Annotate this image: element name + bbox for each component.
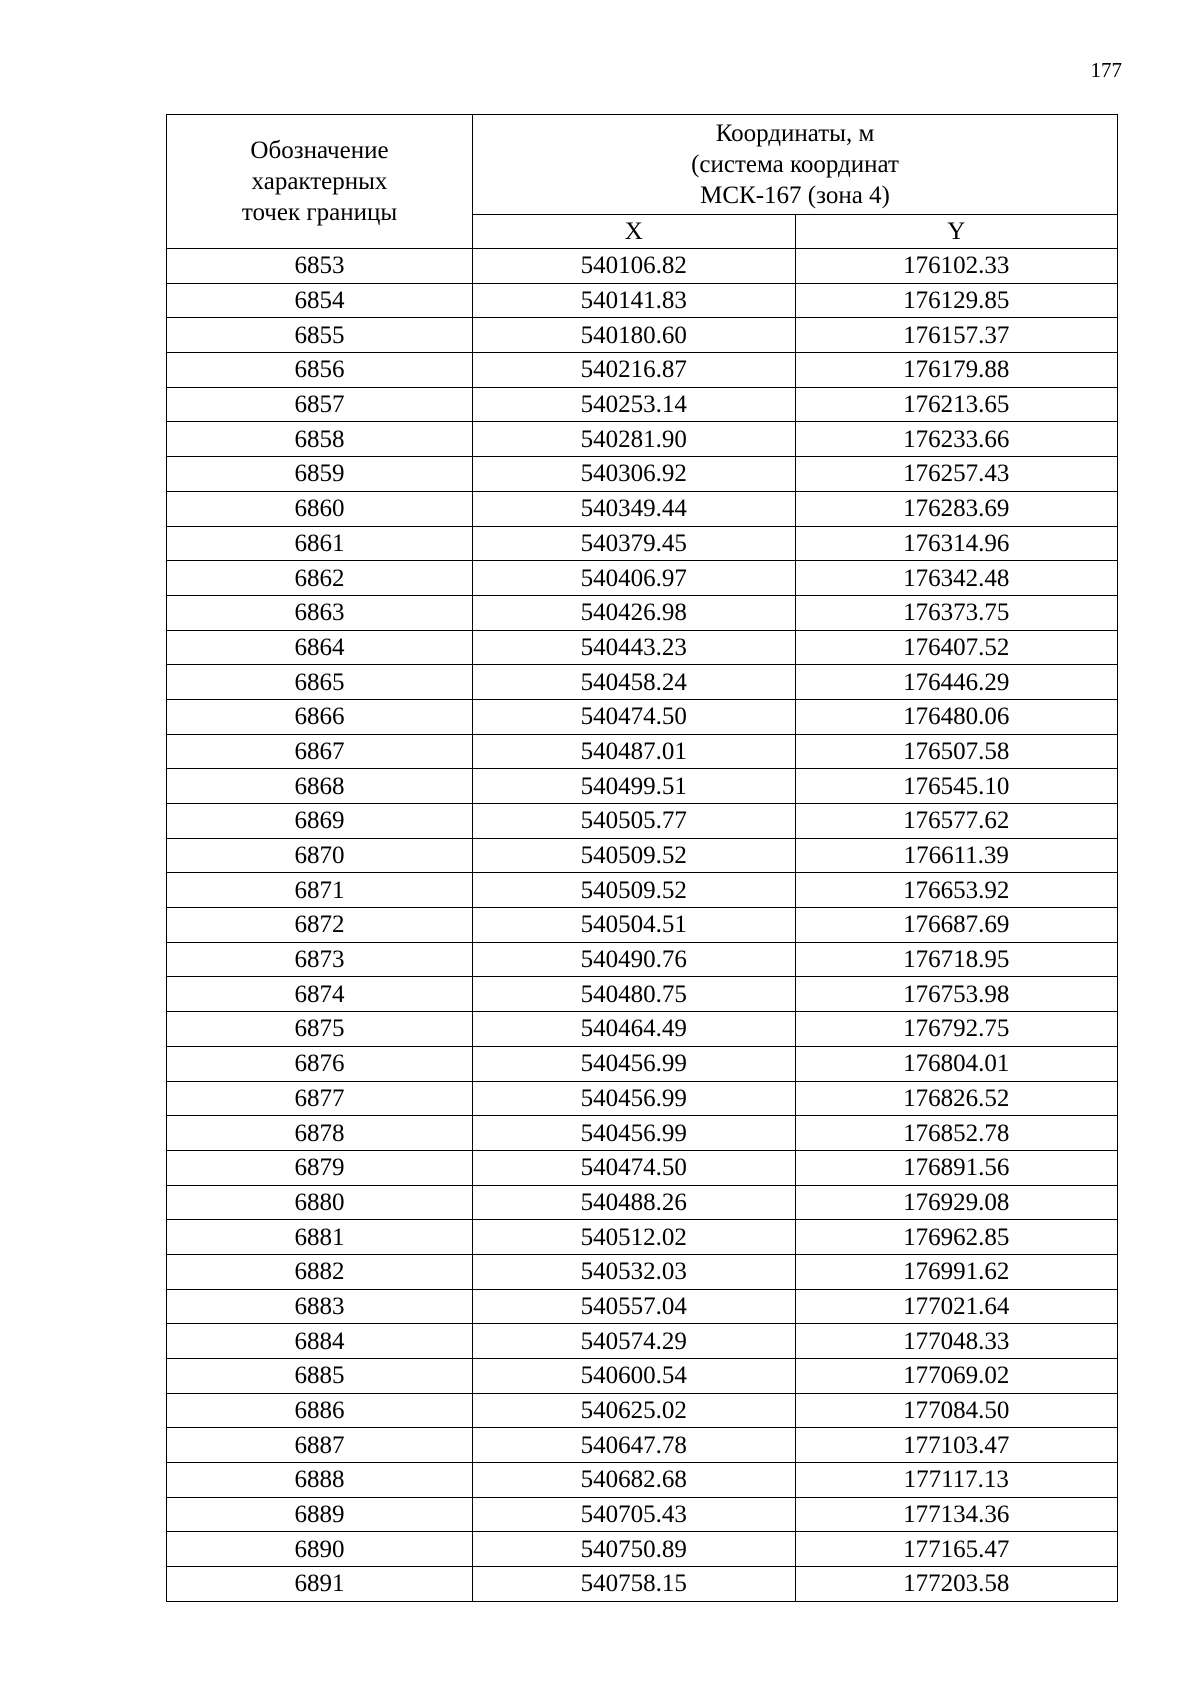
y-cell: 177117.13: [795, 1463, 1118, 1498]
table-row: [167, 734, 1118, 769]
x-cell: 540443.23: [473, 630, 796, 665]
table-row: [167, 873, 1118, 908]
x-cell: 540456.99: [473, 1081, 796, 1116]
point-cell: 6854: [167, 283, 473, 318]
x-cell: 540474.50: [473, 1150, 796, 1185]
table-row: [167, 1532, 1118, 1567]
y-cell: 177084.50: [795, 1393, 1118, 1428]
x-cell: 540141.83: [473, 283, 796, 318]
x-cell: 540349.44: [473, 491, 796, 526]
point-cell: 6864: [167, 630, 473, 665]
point-cell: 6867: [167, 734, 473, 769]
table-row: [167, 353, 1118, 388]
table-row: [167, 1185, 1118, 1220]
y-cell: 176611.39: [795, 838, 1118, 873]
y-cell: 176792.75: [795, 1012, 1118, 1047]
point-cell: 6857: [167, 387, 473, 422]
table-row: [167, 630, 1118, 665]
table-row: [167, 1567, 1118, 1602]
header-y: Y: [795, 215, 1118, 249]
y-cell: 176213.65: [795, 387, 1118, 422]
point-cell: 6878: [167, 1116, 473, 1151]
y-cell: 176283.69: [795, 491, 1118, 526]
table-row: [167, 1116, 1118, 1151]
table-row: [167, 1428, 1118, 1463]
point-cell: 6890: [167, 1532, 473, 1567]
point-cell: 6853: [167, 249, 473, 284]
header-point-line: Обозначение: [250, 137, 389, 164]
table-row: [167, 942, 1118, 977]
y-cell: 176545.10: [795, 769, 1118, 804]
x-cell: 540464.49: [473, 1012, 796, 1047]
table-row: [167, 1324, 1118, 1359]
x-cell: 540625.02: [473, 1393, 796, 1428]
x-cell: 540487.01: [473, 734, 796, 769]
table-row: [167, 665, 1118, 700]
point-cell: 6880: [167, 1185, 473, 1220]
y-cell: 176129.85: [795, 283, 1118, 318]
y-cell: 176962.85: [795, 1220, 1118, 1255]
y-cell: 176687.69: [795, 908, 1118, 943]
table-row: [167, 1463, 1118, 1498]
table-row: [167, 457, 1118, 492]
x-cell: 540557.04: [473, 1289, 796, 1324]
x-cell: 540705.43: [473, 1497, 796, 1532]
y-cell: 177069.02: [795, 1359, 1118, 1394]
point-cell: 6865: [167, 665, 473, 700]
x-cell: 540456.99: [473, 1116, 796, 1151]
point-cell: 6860: [167, 491, 473, 526]
point-cell: 6858: [167, 422, 473, 457]
x-cell: 540647.78: [473, 1428, 796, 1463]
x-cell: 540505.77: [473, 804, 796, 839]
x-cell: 540499.51: [473, 769, 796, 804]
x-cell: 540504.51: [473, 908, 796, 943]
y-cell: 176577.62: [795, 804, 1118, 839]
y-cell: 177103.47: [795, 1428, 1118, 1463]
table-row: [167, 422, 1118, 457]
table-row: [167, 769, 1118, 804]
y-cell: 176753.98: [795, 977, 1118, 1012]
y-cell: 176233.66: [795, 422, 1118, 457]
table-row: [167, 491, 1118, 526]
point-cell: 6869: [167, 804, 473, 839]
y-cell: 177134.36: [795, 1497, 1118, 1532]
x-cell: 540480.75: [473, 977, 796, 1012]
y-cell: 176157.37: [795, 318, 1118, 353]
y-cell: 176718.95: [795, 942, 1118, 977]
x-cell: 540574.29: [473, 1324, 796, 1359]
point-cell: 6885: [167, 1359, 473, 1394]
x-cell: 540509.52: [473, 838, 796, 873]
point-cell: 6879: [167, 1150, 473, 1185]
x-cell: 540426.98: [473, 595, 796, 630]
table-row: [167, 318, 1118, 353]
table-row: [167, 1254, 1118, 1289]
point-cell: 6876: [167, 1046, 473, 1081]
y-cell: 176991.62: [795, 1254, 1118, 1289]
header-point-designation: [167, 115, 473, 249]
point-cell: 6887: [167, 1428, 473, 1463]
table-row: [167, 387, 1118, 422]
x-cell: 540512.02: [473, 1220, 796, 1255]
point-cell: 6889: [167, 1497, 473, 1532]
x-cell: 540306.92: [473, 457, 796, 492]
x-cell: 540758.15: [473, 1567, 796, 1602]
x-cell: 540379.45: [473, 526, 796, 561]
point-cell: 6883: [167, 1289, 473, 1324]
y-cell: 177021.64: [795, 1289, 1118, 1324]
x-cell: 540490.76: [473, 942, 796, 977]
table-row: [167, 1497, 1118, 1532]
header-coords-line: Координаты, м: [715, 120, 875, 147]
point-cell: 6856: [167, 353, 473, 388]
x-cell: 540474.50: [473, 699, 796, 734]
x-cell: 540532.03: [473, 1254, 796, 1289]
table-row: [167, 526, 1118, 561]
table-row: [167, 595, 1118, 630]
point-cell: 6875: [167, 1012, 473, 1047]
table-row: [167, 699, 1118, 734]
header-point-line: точек границы: [241, 199, 398, 226]
y-cell: 176804.01: [795, 1046, 1118, 1081]
point-cell: 6861: [167, 526, 473, 561]
point-cell: 6886: [167, 1393, 473, 1428]
x-cell: 540488.26: [473, 1185, 796, 1220]
y-cell: 176826.52: [795, 1081, 1118, 1116]
y-cell: 176407.52: [795, 630, 1118, 665]
header-coords-line: (система координат: [691, 151, 899, 178]
point-cell: 6866: [167, 699, 473, 734]
table-row: [167, 1046, 1118, 1081]
table-row: [167, 977, 1118, 1012]
y-cell: 176891.56: [795, 1150, 1118, 1185]
x-cell: 540180.60: [473, 318, 796, 353]
y-cell: 176507.58: [795, 734, 1118, 769]
coordinates-table: [166, 114, 1118, 1602]
y-cell: 176314.96: [795, 526, 1118, 561]
point-cell: 6888: [167, 1463, 473, 1498]
point-cell: 6859: [167, 457, 473, 492]
x-cell: 540281.90: [473, 422, 796, 457]
point-cell: 6862: [167, 561, 473, 596]
x-cell: 540406.97: [473, 561, 796, 596]
point-cell: 6872: [167, 908, 473, 943]
point-cell: 6881: [167, 1220, 473, 1255]
x-cell: 540458.24: [473, 665, 796, 700]
table-body: [167, 249, 1118, 1602]
page-number: 177: [1090, 58, 1122, 82]
header-coords-line: МСК-167 (зона 4): [700, 182, 890, 209]
table-row: [167, 804, 1118, 839]
point-cell: 6882: [167, 1254, 473, 1289]
point-cell: 6873: [167, 942, 473, 977]
x-cell: 540682.68: [473, 1463, 796, 1498]
y-cell: 177048.33: [795, 1324, 1118, 1359]
x-cell: 540509.52: [473, 873, 796, 908]
point-cell: 6870: [167, 838, 473, 873]
y-cell: 176257.43: [795, 457, 1118, 492]
y-cell: 176480.06: [795, 699, 1118, 734]
x-cell: 540106.82: [473, 249, 796, 284]
y-cell: 176179.88: [795, 353, 1118, 388]
y-cell: 177165.47: [795, 1532, 1118, 1567]
header-point-line: характерных: [251, 168, 388, 195]
y-cell: 176929.08: [795, 1185, 1118, 1220]
y-cell: 176852.78: [795, 1116, 1118, 1151]
x-cell: 540750.89: [473, 1532, 796, 1567]
table-row: [167, 283, 1118, 318]
point-cell: 6877: [167, 1081, 473, 1116]
point-cell: 6891: [167, 1567, 473, 1602]
table-row: [167, 838, 1118, 873]
point-cell: 6884: [167, 1324, 473, 1359]
table-row: [167, 1359, 1118, 1394]
table-row: [167, 1150, 1118, 1185]
header-x: X: [473, 215, 796, 249]
y-cell: 176653.92: [795, 873, 1118, 908]
y-cell: 176446.29: [795, 665, 1118, 700]
x-cell: 540456.99: [473, 1046, 796, 1081]
table-row: [167, 561, 1118, 596]
header-coordinates: [473, 115, 1118, 215]
x-cell: 540216.87: [473, 353, 796, 388]
y-cell: 176373.75: [795, 595, 1118, 630]
point-cell: 6868: [167, 769, 473, 804]
table-row: [167, 1393, 1118, 1428]
point-cell: 6855: [167, 318, 473, 353]
table-row: [167, 249, 1118, 284]
point-cell: 6874: [167, 977, 473, 1012]
table-row: [167, 1289, 1118, 1324]
x-cell: 540600.54: [473, 1359, 796, 1394]
point-cell: 6863: [167, 595, 473, 630]
y-cell: 176342.48: [795, 561, 1118, 596]
point-cell: 6871: [167, 873, 473, 908]
table-row: [167, 1081, 1118, 1116]
y-cell: 177203.58: [795, 1567, 1118, 1602]
x-cell: 540253.14: [473, 387, 796, 422]
table-row: [167, 1220, 1118, 1255]
table-row: [167, 1012, 1118, 1047]
table-row: [167, 908, 1118, 943]
y-cell: 176102.33: [795, 249, 1118, 284]
